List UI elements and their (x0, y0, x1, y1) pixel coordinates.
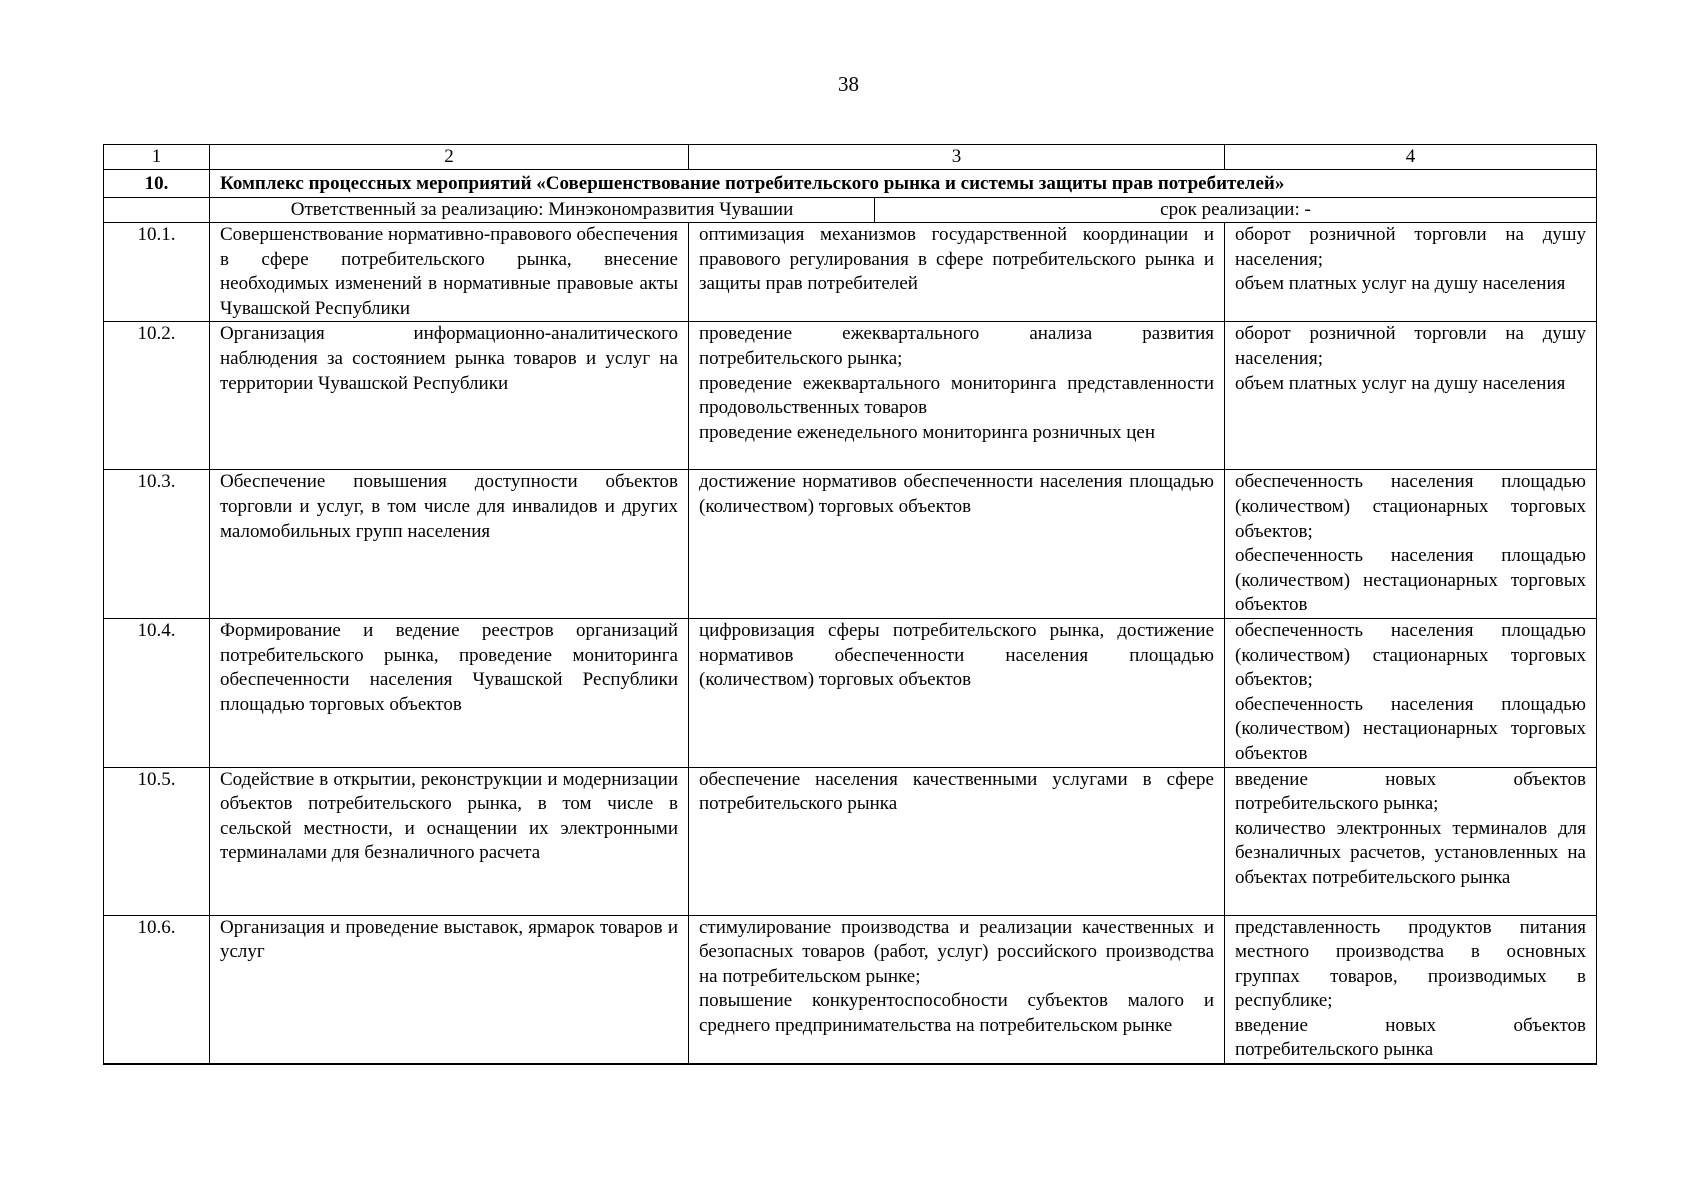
task-cell: Формирование и ведение реестров организаций потребительского рынка, проведение мониторинга обеспеченности населения Чувашской Республики площадью торговых объектов (210, 618, 689, 767)
row-number: 10.5. (104, 767, 210, 915)
indicator-line: обеспеченность населения площадью (количеством) стационарных торговых объектов; (1235, 471, 1586, 542)
table-row (104, 470, 1597, 619)
indicator-line: обеспеченность населения площадью (количеством) нестационарных торговых объектов (1235, 693, 1586, 764)
column-number-2: 2 (210, 145, 689, 170)
result-cell (689, 915, 1225, 1064)
task-cell: Совершенствование нормативно-правового обеспечения в сфере потребительского рынка, внесение необходимых изменений в нормативные правовые акты Чувашской Республики (210, 223, 689, 322)
indicator-line: обеспеченность населения площадью (количеством) нестационарных торговых объектов (1235, 545, 1586, 616)
result-cell: цифровизация сферы потребительского рынка, достижение нормативов обеспеченности населения площадью (количеством) торговых объектов (689, 618, 1225, 767)
column-number-1: 1 (104, 145, 210, 170)
task-cell: Содействие в открытии, реконструкции и модернизации объектов потребительского рынка, в том числе в сельской местности, и оснащении их электронными терминалами для безналичного расчета (210, 767, 689, 915)
indicator-cell (1225, 470, 1597, 619)
responsible-cell (210, 198, 1597, 223)
indicator-line: объем платных услуг на душу населения (1235, 273, 1566, 295)
column-number-row (104, 145, 1597, 170)
column-number-3: 3 (689, 145, 1225, 170)
section-row (104, 170, 1597, 198)
row-number: 10.2. (104, 322, 210, 470)
task-cell: Обеспечение повышения доступности объектов торговли и услуг, в том числе для инвалидов и других маломобильных групп населения (210, 470, 689, 619)
column-number-4: 4 (1225, 145, 1597, 170)
result-cell: достижение нормативов обеспеченности населения площадью (количеством) торговых объектов (689, 470, 1225, 619)
indicator-cell (1225, 618, 1597, 767)
table-row (104, 915, 1597, 1064)
section-title: Комплекс процессных мероприятий «Совершенствование потребительского рынка и системы защиты прав потребителей» (210, 170, 1597, 198)
result-line: повышение конкурентоспособности субъектов малого и среднего предпринимательства на потребительском рынке (699, 990, 1214, 1036)
responsible-row (104, 198, 1597, 223)
result-cell: обеспечение населения качественными услугами в сфере потребительского рынка (689, 767, 1225, 915)
task-cell: Организация информационно-аналитического наблюдения за состоянием рынка товаров и услуг на территории Чувашской Республики (210, 322, 689, 470)
responsible-empty-cell (104, 198, 210, 223)
result-line: проведение еженедельного мониторинга розничных цен (699, 421, 1155, 443)
deadline-text: срок реализации: - (1160, 199, 1311, 220)
table-row (104, 618, 1597, 767)
indicator-cell (1225, 223, 1597, 322)
task-cell: Организация и проведение выставок, ярмарок товаров и услуг (210, 915, 689, 1064)
table-row (104, 322, 1597, 470)
section-number: 10. (104, 170, 210, 198)
indicator-line: оборот розничной торговли на душу населения; (1235, 323, 1586, 369)
result-line: проведение ежеквартального мониторинга представленности продовольственных товаров (699, 372, 1214, 419)
indicator-cell (1225, 322, 1597, 470)
row-number: 10.3. (104, 470, 210, 619)
table-row (104, 767, 1597, 915)
indicator-cell (1225, 915, 1597, 1064)
result-cell (689, 322, 1225, 470)
indicator-line: обеспеченность населения площадью (количеством) стационарных торговых объектов; (1235, 619, 1586, 691)
result-line: стимулирование производства и реализации качественных и безопасных товаров (работ, услуг) российского производства на потребительском рынке; (699, 916, 1214, 987)
result-line: проведение ежеквартального анализа развития потребительского рынка; (699, 323, 1214, 369)
indicator-line: объем платных услуг на душу населения (1235, 372, 1566, 394)
result-cell: оптимизация механизмов государственной координации и правового регулирования в сфере потребительского рынка и защиты прав потребителей (689, 223, 1225, 322)
row-number: 10.1. (104, 223, 210, 322)
responsible-text: Ответственный за реализацию: Минэкономразвития Чувашии (210, 198, 875, 222)
indicator-line: введение новых объектов потребительского рынка; (1235, 768, 1586, 815)
measures-table (103, 144, 1597, 1065)
indicator-line: введение новых объектов потребительского рынка (1235, 1014, 1586, 1061)
table-row (104, 223, 1597, 322)
indicator-line: представленность продуктов питания местного производства в основных группах товаров, производимых в республике; (1235, 916, 1586, 1012)
indicator-cell (1225, 767, 1597, 915)
page-number: 38 (838, 72, 859, 96)
indicator-line: оборот розничной торговли на душу населения; (1235, 224, 1586, 270)
row-number: 10.6. (104, 915, 210, 1064)
indicator-line: количество электронных терминалов для безналичных расчетов, установленных на объектах потребительского рынка (1235, 817, 1586, 888)
row-number: 10.4. (104, 618, 210, 767)
